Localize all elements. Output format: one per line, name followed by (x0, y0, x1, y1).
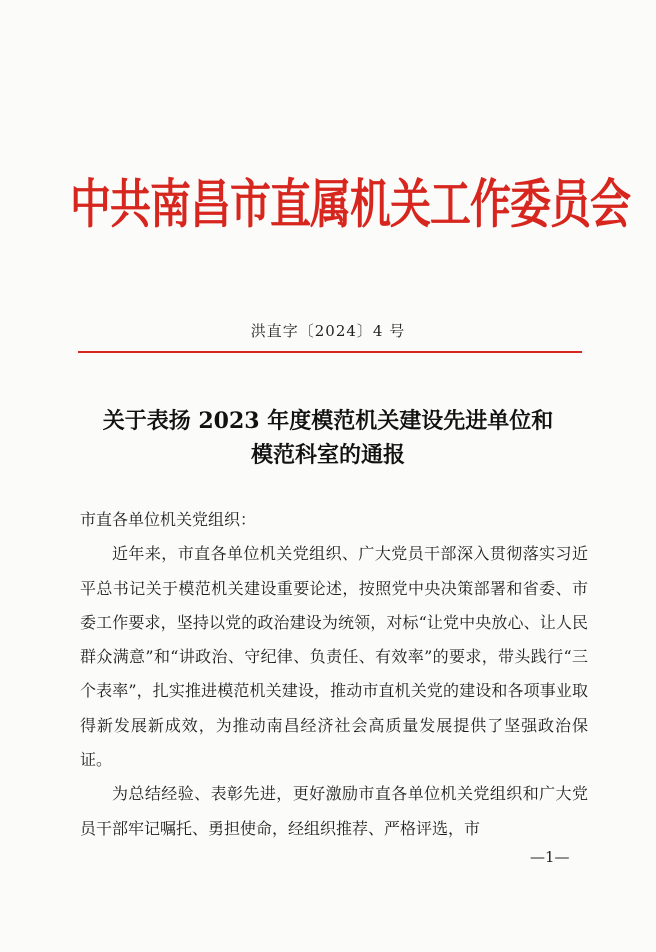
page-number: —1— (530, 848, 570, 866)
document-body (80, 503, 588, 846)
body-paragraph-2: 为总结经验、表彰先进，更好激励市直各单位机关党组织和广大党员干部牢记嘱托、勇担使命，经组织推荐、严格评选，市 (80, 784, 588, 838)
body-paragraph-1: 近年来，市直各单位机关党组织、广大党员干部深入贯彻落实习近平总书记关于模范机关建设重要论述，按照党中央决策部署和省委、市委工作要求，坚持以党的政治建设为统领，对标“让党中央放心、让人民群众满意”和“讲政治、守纪律、负责任、有效率”的要求，带头践行“三个表率”，扎实推进模范机关建设，推动市直机关党的建设和各项事业取得新发展新成效，为推动南昌经济社会高质量发展提供了坚强政治保证。 (80, 544, 588, 770)
red-divider-line (78, 351, 582, 353)
title-line-2: 模范科室的通报 (250, 442, 405, 468)
salutation: 市直各单位机关党组织： (80, 510, 257, 529)
document-title (60, 404, 596, 472)
title-line-1: 关于表扬 2023 年度模范机关建设先进单位和 (102, 408, 554, 434)
masthead-org-name: 中共南昌市直属机关工作委员会 (70, 173, 630, 235)
document-number: 洪直字〔2024〕4 号 (250, 322, 406, 340)
